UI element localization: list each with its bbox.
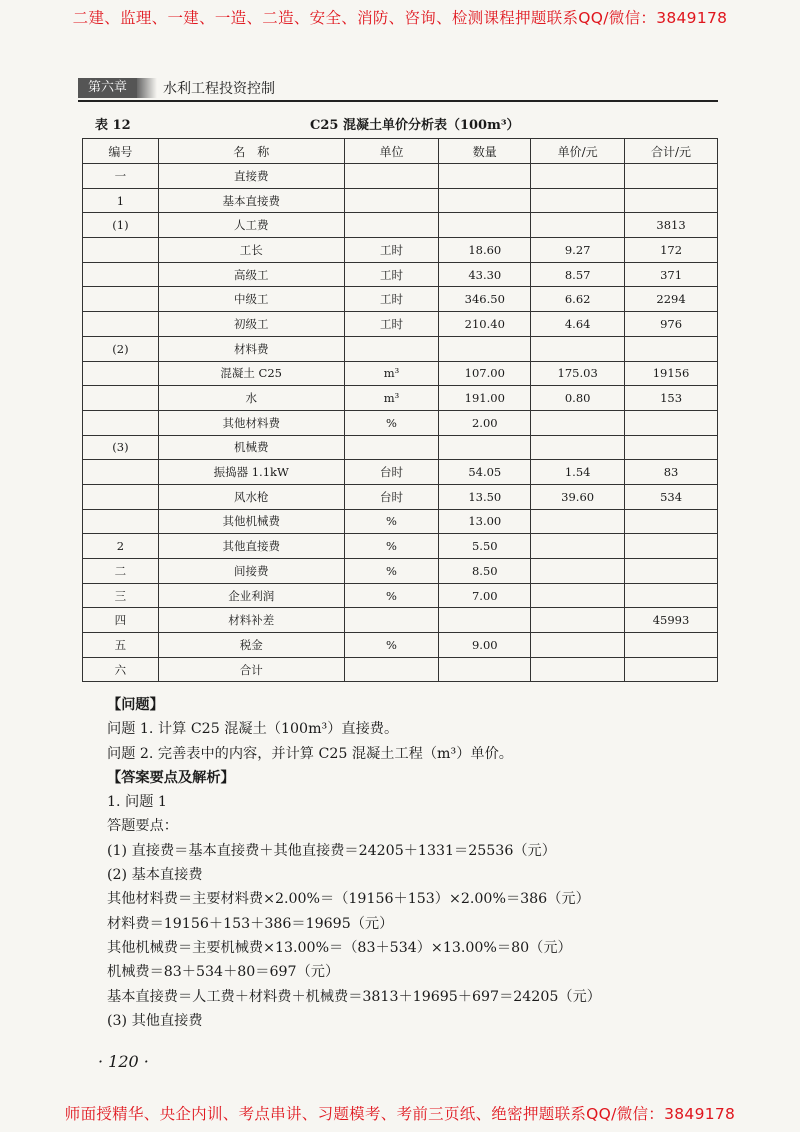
cell-unit [344, 657, 439, 682]
cell-quantity: 5.50 [439, 534, 531, 559]
cell-code: (3) [83, 435, 159, 460]
cell-code: 六 [83, 657, 159, 682]
cell-quantity: 107.00 [439, 361, 531, 386]
cell-code [83, 460, 159, 485]
cell-name: 基本直接费 [158, 188, 344, 213]
table-row [83, 608, 718, 633]
table-row [83, 213, 718, 238]
cell-unit [344, 336, 439, 361]
cell-unit-price: 1.54 [531, 460, 625, 485]
cell-quantity: 9.00 [439, 633, 531, 658]
cell-unit-price [531, 559, 625, 584]
cell-code [83, 509, 159, 534]
cell-name: 中级工 [158, 287, 344, 312]
cell-code: 二 [83, 559, 159, 584]
unit-price-table [82, 138, 718, 682]
cell-unit-price [531, 410, 625, 435]
cell-code [83, 361, 159, 386]
cell-unit: % [344, 633, 439, 658]
chapter-header [78, 78, 368, 98]
cell-unit: % [344, 583, 439, 608]
cell-quantity: 13.00 [439, 509, 531, 534]
cell-unit: % [344, 534, 439, 559]
cell-unit: 工时 [344, 262, 439, 287]
cell-unit-price: 4.64 [531, 312, 625, 337]
cell-unit-price: 9.27 [531, 238, 625, 263]
table-row [83, 559, 718, 584]
problem-heading: 【问题】 [107, 697, 164, 713]
cell-code: 三 [83, 583, 159, 608]
cell-total [625, 583, 718, 608]
table-number: 表 12 [95, 118, 131, 133]
cell-unit-price [531, 188, 625, 213]
cell-quantity: 54.05 [439, 460, 531, 485]
cell-name: 风水枪 [158, 484, 344, 509]
cell-unit-price: 175.03 [531, 361, 625, 386]
cell-total: 976 [625, 312, 718, 337]
chapter-title: 水利工程投资控制 [163, 81, 276, 97]
cell-quantity: 210.40 [439, 312, 531, 337]
cell-unit: 工时 [344, 238, 439, 263]
cell-total [625, 188, 718, 213]
column-header: 名 称 [158, 139, 344, 164]
cell-total: 153 [625, 386, 718, 411]
cell-quantity [439, 164, 531, 189]
chapter-tag: 第六章 [78, 78, 137, 98]
cell-unit [344, 188, 439, 213]
cell-total: 172 [625, 238, 718, 263]
table-row [83, 164, 718, 189]
column-header: 单价/元 [531, 139, 625, 164]
question-2: 问题 2. 完善表中的内容，并计算 C25 混凝土工程（m³）单价。 [107, 745, 513, 762]
cell-total [625, 559, 718, 584]
cell-unit: m³ [344, 386, 439, 411]
question-1: 问题 1. 计算 C25 混凝土（100m³）直接费。 [107, 721, 399, 738]
cell-unit-price [531, 164, 625, 189]
cell-code: 五 [83, 633, 159, 658]
cell-code [83, 410, 159, 435]
column-header: 单位 [344, 139, 439, 164]
cell-unit-price [531, 608, 625, 633]
answer-line: 基本直接费＝人工费＋材料费＋机械费＝3813＋19695＋697＝24205（元） [107, 988, 601, 1005]
body-text [107, 693, 727, 1033]
cell-unit [344, 164, 439, 189]
table-row [83, 287, 718, 312]
cell-total [625, 410, 718, 435]
cell-name: 其他机械费 [158, 509, 344, 534]
cell-name: 材料费 [158, 336, 344, 361]
cell-unit: 工时 [344, 287, 439, 312]
table-row [83, 336, 718, 361]
answer-line: 1. 问题 1 [107, 794, 167, 811]
cell-unit: 台时 [344, 484, 439, 509]
cell-unit [344, 608, 439, 633]
cell-total: 534 [625, 484, 718, 509]
answer-line: (3) 其他直接费 [107, 1012, 203, 1029]
cell-name: 水 [158, 386, 344, 411]
cell-total [625, 657, 718, 682]
cell-code: (2) [83, 336, 159, 361]
page-number: · 120 · [98, 1052, 149, 1071]
cell-unit: % [344, 509, 439, 534]
cell-name: 高级工 [158, 262, 344, 287]
cell-quantity [439, 336, 531, 361]
cell-unit [344, 435, 439, 460]
answer-line: 答题要点： [107, 818, 178, 835]
cell-name: 其他直接费 [158, 534, 344, 559]
cell-total [625, 633, 718, 658]
cell-code [83, 484, 159, 509]
cell-code: 2 [83, 534, 159, 559]
answer-line: (1) 直接费＝基本直接费＋其他直接费＝24205＋1331＝25536（元） [107, 842, 556, 859]
cell-total: 2294 [625, 287, 718, 312]
cell-unit-price [531, 213, 625, 238]
cell-total [625, 164, 718, 189]
cell-total [625, 336, 718, 361]
cell-quantity: 8.50 [439, 559, 531, 584]
cell-quantity: 43.30 [439, 262, 531, 287]
cell-quantity [439, 657, 531, 682]
cell-name: 税金 [158, 633, 344, 658]
cell-quantity [439, 435, 531, 460]
cell-quantity: 191.00 [439, 386, 531, 411]
answer-line: 机械费＝83＋534＋80＝697（元） [107, 964, 340, 981]
cell-name: 间接费 [158, 559, 344, 584]
answer-heading: 【答案要点及解析】 [107, 769, 235, 786]
cell-quantity: 13.50 [439, 484, 531, 509]
answer-line: (2) 基本直接费 [107, 867, 203, 884]
cell-total [625, 509, 718, 534]
cell-name: 材料补差 [158, 608, 344, 633]
table-header-row [83, 139, 718, 164]
cell-code [83, 262, 159, 287]
cell-unit-price: 6.62 [531, 287, 625, 312]
header-rule [78, 100, 718, 102]
column-header: 合计/元 [625, 139, 718, 164]
cell-code [83, 238, 159, 263]
table-row [83, 657, 718, 682]
cell-code [83, 386, 159, 411]
table-row [83, 460, 718, 485]
column-header: 编号 [83, 139, 159, 164]
cell-unit-price [531, 633, 625, 658]
cell-unit-price [531, 657, 625, 682]
cell-name: 其他材料费 [158, 410, 344, 435]
cell-name: 初级工 [158, 312, 344, 337]
cell-name: 混凝土 C25 [158, 361, 344, 386]
answer-line: 其他材料费＝主要材料费×2.00%＝（19156＋153）×2.00%＝386（元） [107, 891, 590, 908]
cell-unit: m³ [344, 361, 439, 386]
cell-code: 四 [83, 608, 159, 633]
cell-name: 合计 [158, 657, 344, 682]
cell-unit-price: 39.60 [531, 484, 625, 509]
cell-name: 振捣器 1.1kW [158, 460, 344, 485]
cell-name: 工长 [158, 238, 344, 263]
top-banner: 二建、监理、一建、一造、二造、安全、消防、咨询、检测课程押题联系QQ/微信：3849178 [72, 9, 728, 27]
table-title: C25 混凝土单价分析表（100m³） [310, 118, 520, 133]
table-row [83, 509, 718, 534]
cell-quantity: 7.00 [439, 583, 531, 608]
cell-name: 机械费 [158, 435, 344, 460]
table-row [83, 633, 718, 658]
answer-line: 其他机械费＝主要机械费×13.00%＝（83＋534）×13.00%＝80（元） [107, 939, 572, 956]
cell-quantity: 18.60 [439, 238, 531, 263]
table-body [83, 164, 718, 682]
cell-code: 1 [83, 188, 159, 213]
cell-unit-price [531, 435, 625, 460]
column-header: 数量 [439, 139, 531, 164]
cell-unit-price: 0.80 [531, 386, 625, 411]
cell-quantity: 346.50 [439, 287, 531, 312]
table-row [83, 534, 718, 559]
table-row [83, 435, 718, 460]
cell-unit-price [531, 336, 625, 361]
cell-name: 企业利润 [158, 583, 344, 608]
bottom-banner: 师面授精华、央企内训、考点串讲、习题模考、考前三页纸、绝密押题联系QQ/微信：3849178 [64, 1105, 736, 1123]
cell-code: (1) [83, 213, 159, 238]
table-row [83, 410, 718, 435]
cell-code [83, 312, 159, 337]
cell-total: 45993 [625, 608, 718, 633]
cell-total [625, 435, 718, 460]
cell-unit-price [531, 509, 625, 534]
cell-unit: % [344, 410, 439, 435]
table-row [83, 312, 718, 337]
cell-unit: % [344, 559, 439, 584]
cell-unit: 工时 [344, 312, 439, 337]
cell-quantity [439, 213, 531, 238]
cell-name: 人工费 [158, 213, 344, 238]
cell-total [625, 534, 718, 559]
cell-total: 371 [625, 262, 718, 287]
table-row [83, 386, 718, 411]
answer-line: 材料费＝19156＋153＋386＝19695（元） [107, 915, 394, 932]
cell-unit-price [531, 583, 625, 608]
cell-code: 一 [83, 164, 159, 189]
table-row [83, 484, 718, 509]
cell-code [83, 287, 159, 312]
table-row [83, 262, 718, 287]
cell-total: 83 [625, 460, 718, 485]
cell-unit-price [531, 534, 625, 559]
cell-total: 19156 [625, 361, 718, 386]
cell-unit: 台时 [344, 460, 439, 485]
table-row [83, 583, 718, 608]
cell-quantity: 2.00 [439, 410, 531, 435]
cell-unit [344, 213, 439, 238]
chapter-tag-fade [137, 78, 157, 98]
table-row [83, 188, 718, 213]
cell-quantity [439, 188, 531, 213]
cell-unit-price: 8.57 [531, 262, 625, 287]
cell-name: 直接费 [158, 164, 344, 189]
table-row [83, 361, 718, 386]
cell-total: 3813 [625, 213, 718, 238]
cell-quantity [439, 608, 531, 633]
table-row [83, 238, 718, 263]
